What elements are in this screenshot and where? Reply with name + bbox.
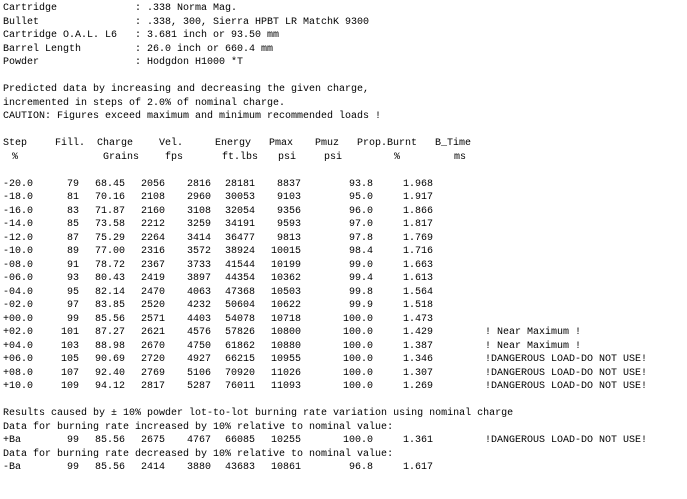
step-cell: -06.0 <box>3 273 34 284</box>
btime-cell: 1.917 <box>402 192 433 203</box>
info-row <box>3 16 685 30</box>
intro-line: incremented in steps of 2.0% of nominal charge. <box>3 97 286 109</box>
table-row <box>3 326 685 340</box>
column-header-top: Charge <box>97 138 134 149</box>
step-cell: +08.0 <box>3 367 34 379</box>
velocity-cell: 2675 <box>140 435 165 446</box>
column-units <box>3 151 685 165</box>
step-cell: -02.0 <box>3 300 34 311</box>
pmuz-cell: 10015 <box>270 246 301 257</box>
energy-cell: 4403 <box>186 313 211 325</box>
charge-cell: 85.56 <box>94 435 125 446</box>
burnt-cell: 98.4 <box>348 246 373 257</box>
btime-cell: 1.817 <box>402 219 433 230</box>
column-header-bottom: psi <box>323 151 342 163</box>
step-cell: +06.0 <box>3 354 34 365</box>
burnt-cell: 100.0 <box>342 313 373 325</box>
burn-rate-variation <box>3 407 685 475</box>
pmax-cell: 41544 <box>224 259 255 271</box>
info-separator: : <box>135 16 142 28</box>
intro-line: Predicted data by increasing and decreasing the given charge, <box>3 84 370 95</box>
charge-cell: 94.12 <box>94 381 125 392</box>
pmax-cell: 32054 <box>224 205 255 217</box>
burnt-cell: 96.8 <box>348 462 373 473</box>
energy-cell: 3572 <box>186 246 211 257</box>
info-separator: : <box>135 30 142 41</box>
energy-cell: 4927 <box>186 354 211 365</box>
btime-cell: 1.716 <box>402 246 433 257</box>
velocity-cell: 2212 <box>140 219 165 230</box>
load-report <box>3 2 685 497</box>
fill-cell: 107 <box>60 367 79 379</box>
pmuz-cell: 9103 <box>276 192 301 203</box>
pmax-cell: 36477 <box>224 232 255 244</box>
btime-cell: 1.968 <box>402 178 433 190</box>
info-value: .338, 300, Sierra HPBT LR MatchK 9300 <box>147 16 370 28</box>
burnt-cell: 99.9 <box>348 300 373 311</box>
pmuz-cell: 11093 <box>270 381 301 392</box>
btime-cell: 1.518 <box>402 300 433 311</box>
table-row <box>3 340 685 354</box>
pmuz-cell: 10800 <box>270 327 301 338</box>
column-header-bottom: psi <box>277 151 296 163</box>
step-cell: +04.0 <box>3 340 34 352</box>
fill-cell: 103 <box>60 340 79 352</box>
table-row <box>3 299 685 313</box>
pmuz-cell: 8837 <box>276 178 301 190</box>
table-row <box>3 232 685 246</box>
burnt-cell: 99.0 <box>348 259 373 271</box>
burnt-cell: 97.0 <box>348 219 373 230</box>
step-cell: +10.0 <box>3 381 34 392</box>
column-header-top: B_Time <box>435 138 472 149</box>
charge-cell: 82.14 <box>94 286 125 298</box>
column-header-top: Energy <box>215 138 252 149</box>
caution-line: CAUTION: Figures exceed maximum and minimum recommended loads ! <box>3 111 382 122</box>
velocity-cell: 2419 <box>140 273 165 284</box>
pmax-cell: 76011 <box>224 381 255 392</box>
energy-cell: 4767 <box>186 435 211 446</box>
velocity-cell: 2621 <box>140 327 165 338</box>
info-separator: : <box>135 3 142 14</box>
charge-cell: 83.85 <box>94 300 125 311</box>
pmuz-cell: 10255 <box>270 435 301 446</box>
note-cell: !DANGEROUS LOAD-DO NOT USE! <box>485 381 648 392</box>
energy-cell: 2960 <box>186 192 211 203</box>
velocity-cell: 2769 <box>140 367 165 379</box>
step-cell: -20.0 <box>3 178 34 190</box>
table-row <box>3 191 685 205</box>
table-row <box>3 367 685 381</box>
step-cell: -14.0 <box>3 219 34 230</box>
pmuz-cell: 9356 <box>276 205 301 217</box>
charge-cell: 85.56 <box>94 462 125 473</box>
info-value: .338 Norma Mag. <box>147 3 238 14</box>
pmuz-cell: 10861 <box>270 462 301 473</box>
burnt-cell: 100.0 <box>342 367 373 379</box>
btime-cell: 1.387 <box>402 340 433 352</box>
increased-label: Data for burning rate increased by 10% relative to nominal value: <box>3 421 394 433</box>
velocity-cell: 2108 <box>140 192 165 203</box>
burnt-cell: 96.0 <box>348 205 373 217</box>
energy-cell: 5106 <box>186 367 211 379</box>
pmax-cell: 30053 <box>224 192 255 203</box>
note-cell: ! Near Maximum ! <box>485 340 582 352</box>
fill-cell: 97 <box>66 300 79 311</box>
column-header-top: Step <box>3 138 28 149</box>
pmuz-cell: 10503 <box>270 286 301 298</box>
step-cell: -08.0 <box>3 259 34 271</box>
energy-cell: 4576 <box>186 327 211 338</box>
table-row <box>3 218 685 232</box>
energy-cell: 2816 <box>186 178 211 190</box>
fill-cell: 91 <box>66 259 79 271</box>
energy-cell: 3733 <box>186 259 211 271</box>
step-cell: +00.0 <box>3 313 34 325</box>
btime-cell: 1.769 <box>402 232 433 244</box>
energy-cell: 5287 <box>186 381 211 392</box>
pmax-cell: 34191 <box>224 219 255 230</box>
info-label: Cartridge O.A.L. L6 <box>3 30 118 41</box>
note-cell: !DANGEROUS LOAD-DO NOT USE! <box>485 367 648 379</box>
btime-cell: 1.613 <box>402 273 433 284</box>
increased-row-wrap <box>3 434 685 448</box>
pmuz-cell: 10955 <box>270 354 301 365</box>
energy-cell: 3897 <box>186 273 211 284</box>
step-cell: -18.0 <box>3 192 34 203</box>
velocity-cell: 2520 <box>140 300 165 311</box>
btime-cell: 1.663 <box>402 259 433 271</box>
note-cell: !DANGEROUS LOAD-DO NOT USE! <box>485 435 648 446</box>
btime-cell: 1.346 <box>402 354 433 365</box>
table-row <box>3 245 685 259</box>
charge-cell: 77.00 <box>94 246 125 257</box>
table-row <box>3 178 685 192</box>
charge-cell: 70.16 <box>94 192 125 203</box>
step-cell: +Ba <box>3 435 22 446</box>
table-row <box>3 259 685 273</box>
column-header-top: Fill. <box>55 138 86 149</box>
charge-cell: 68.45 <box>94 178 125 190</box>
fill-cell: 85 <box>66 219 79 230</box>
velocity-cell: 2720 <box>140 354 165 365</box>
variation-summary: Results caused by ± 10% powder lot-to-lot burning rate variation using nominal charge <box>3 408 514 419</box>
fill-cell: 101 <box>60 327 79 338</box>
btime-cell: 1.473 <box>402 313 433 325</box>
table-header <box>3 137 685 164</box>
pmax-cell: 47368 <box>224 286 255 298</box>
info-separator: : <box>135 43 142 55</box>
energy-cell: 3414 <box>186 232 211 244</box>
btime-cell: 1.361 <box>402 435 433 446</box>
pmuz-cell: 10362 <box>270 273 301 284</box>
energy-cell: 3880 <box>186 462 211 473</box>
column-header-bottom: Grains <box>102 151 139 163</box>
pmax-cell: 66215 <box>224 354 255 365</box>
velocity-cell: 2470 <box>140 286 165 298</box>
step-cell: -16.0 <box>3 205 34 217</box>
info-label: Bullet <box>3 16 40 28</box>
note-cell: !DANGEROUS LOAD-DO NOT USE! <box>485 354 648 365</box>
burnt-cell: 100.0 <box>342 435 373 446</box>
pmuz-cell: 10622 <box>270 300 301 311</box>
charge-cell: 78.72 <box>94 259 125 271</box>
table-row <box>3 286 685 300</box>
pmax-cell: 43683 <box>224 462 255 473</box>
info-row <box>3 2 685 16</box>
burnt-cell: 95.0 <box>348 192 373 203</box>
velocity-cell: 2160 <box>140 205 165 217</box>
info-value: 3.681 inch or 93.50 mm <box>147 30 280 41</box>
velocity-cell: 2316 <box>140 246 165 257</box>
charge-cell: 85.56 <box>94 313 125 325</box>
btime-cell: 1.866 <box>402 205 433 217</box>
column-header-bottom: ms <box>453 151 466 163</box>
burnt-cell: 100.0 <box>342 354 373 365</box>
energy-cell: 4750 <box>186 340 211 352</box>
table-row <box>3 380 685 394</box>
info-value: Hodgdon H1000 *T <box>147 57 244 68</box>
fill-cell: 109 <box>60 381 79 392</box>
velocity-cell: 2817 <box>140 381 165 392</box>
pmuz-cell: 10880 <box>270 340 301 352</box>
pmax-cell: 57826 <box>224 327 255 338</box>
pmuz-cell: 9813 <box>276 232 301 244</box>
fill-cell: 99 <box>66 313 79 325</box>
info-value: 26.0 inch or 660.4 mm <box>147 43 274 55</box>
charge-cell: 73.58 <box>94 219 125 230</box>
charge-cell: 92.40 <box>94 367 125 379</box>
pmuz-cell: 9593 <box>276 219 301 230</box>
btime-cell: 1.617 <box>402 462 433 473</box>
info-label: Cartridge <box>3 3 58 14</box>
velocity-cell: 2264 <box>140 232 165 244</box>
velocity-cell: 2571 <box>140 313 165 325</box>
charge-cell: 90.69 <box>94 354 125 365</box>
data-table <box>3 178 685 394</box>
note-cell: ! Near Maximum ! <box>485 327 582 338</box>
energy-cell: 3259 <box>186 219 211 230</box>
fill-cell: 83 <box>66 205 79 217</box>
velocity-cell: 2056 <box>140 178 165 190</box>
btime-cell: 1.429 <box>402 327 433 338</box>
step-cell: -12.0 <box>3 232 34 244</box>
column-header-top: Pmax <box>269 138 294 149</box>
energy-cell: 4063 <box>186 286 211 298</box>
column-header-bottom: % <box>11 151 18 163</box>
charge-cell: 88.98 <box>94 340 125 352</box>
table-row <box>3 353 685 367</box>
pmax-cell: 28181 <box>224 178 255 190</box>
column-header-top: Pmuz <box>315 138 340 149</box>
decreased-burn-row <box>3 461 685 475</box>
step-cell: -04.0 <box>3 286 34 298</box>
velocity-cell: 2414 <box>140 462 165 473</box>
increased-burn-row <box>3 434 685 448</box>
column-header-bottom: ft.lbs <box>221 151 258 163</box>
fill-cell: 99 <box>66 435 79 446</box>
pmax-cell: 70920 <box>224 367 255 379</box>
pmax-cell: 66085 <box>224 435 255 446</box>
info-row <box>3 56 685 70</box>
info-row <box>3 29 685 43</box>
column-header-top: Prop.Burnt <box>357 138 418 149</box>
step-cell: +02.0 <box>3 327 34 338</box>
step-cell: -Ba <box>3 462 22 473</box>
charge-cell: 87.27 <box>94 327 125 338</box>
burnt-cell: 97.8 <box>348 232 373 244</box>
fill-cell: 105 <box>60 354 79 365</box>
burnt-cell: 100.0 <box>342 381 373 392</box>
pmax-cell: 61862 <box>224 340 255 352</box>
pmuz-cell: 10199 <box>270 259 301 271</box>
burnt-cell: 99.8 <box>348 286 373 298</box>
info-label: Barrel Length <box>3 43 82 55</box>
charge-cell: 71.87 <box>94 205 125 217</box>
pmax-cell: 44354 <box>224 273 255 284</box>
fill-cell: 79 <box>66 178 79 190</box>
decreased-row-wrap <box>3 461 685 475</box>
btime-cell: 1.564 <box>402 286 433 298</box>
btime-cell: 1.307 <box>402 367 433 379</box>
burnt-cell: 99.4 <box>348 273 373 284</box>
btime-cell: 1.269 <box>402 381 433 392</box>
charge-cell: 75.29 <box>94 232 125 244</box>
pmuz-cell: 10718 <box>270 313 301 325</box>
info-separator: : <box>135 57 142 68</box>
column-header-bottom: % <box>393 151 400 163</box>
charge-cell: 80.43 <box>94 273 125 284</box>
pmax-cell: 38924 <box>224 246 255 257</box>
pmuz-cell: 11026 <box>270 367 301 379</box>
pmax-cell: 54078 <box>224 313 255 325</box>
fill-cell: 89 <box>66 246 79 257</box>
burnt-cell: 100.0 <box>342 327 373 338</box>
pmax-cell: 50604 <box>224 300 255 311</box>
fill-cell: 93 <box>66 273 79 284</box>
step-cell: -10.0 <box>3 246 34 257</box>
decreased-label: Data for burning rate decreased by 10% relative to nominal value: <box>3 448 394 460</box>
velocity-cell: 2670 <box>140 340 165 352</box>
fill-cell: 99 <box>66 462 79 473</box>
info-row <box>3 43 685 57</box>
fill-cell: 81 <box>66 192 79 203</box>
fill-cell: 95 <box>66 286 79 298</box>
cartridge-info <box>3 2 685 70</box>
intro-text <box>3 83 685 124</box>
info-label: Powder <box>3 57 40 68</box>
energy-cell: 4232 <box>186 300 211 311</box>
velocity-cell: 2367 <box>140 259 165 271</box>
burnt-cell: 100.0 <box>342 340 373 352</box>
burnt-cell: 93.8 <box>348 178 373 190</box>
fill-cell: 87 <box>66 232 79 244</box>
energy-cell: 3108 <box>186 205 211 217</box>
table-row <box>3 205 685 219</box>
column-titles <box>3 137 685 151</box>
table-row <box>3 313 685 327</box>
column-header-top: Vel. <box>159 138 184 149</box>
column-header-bottom: fps <box>164 151 183 163</box>
table-row <box>3 272 685 286</box>
